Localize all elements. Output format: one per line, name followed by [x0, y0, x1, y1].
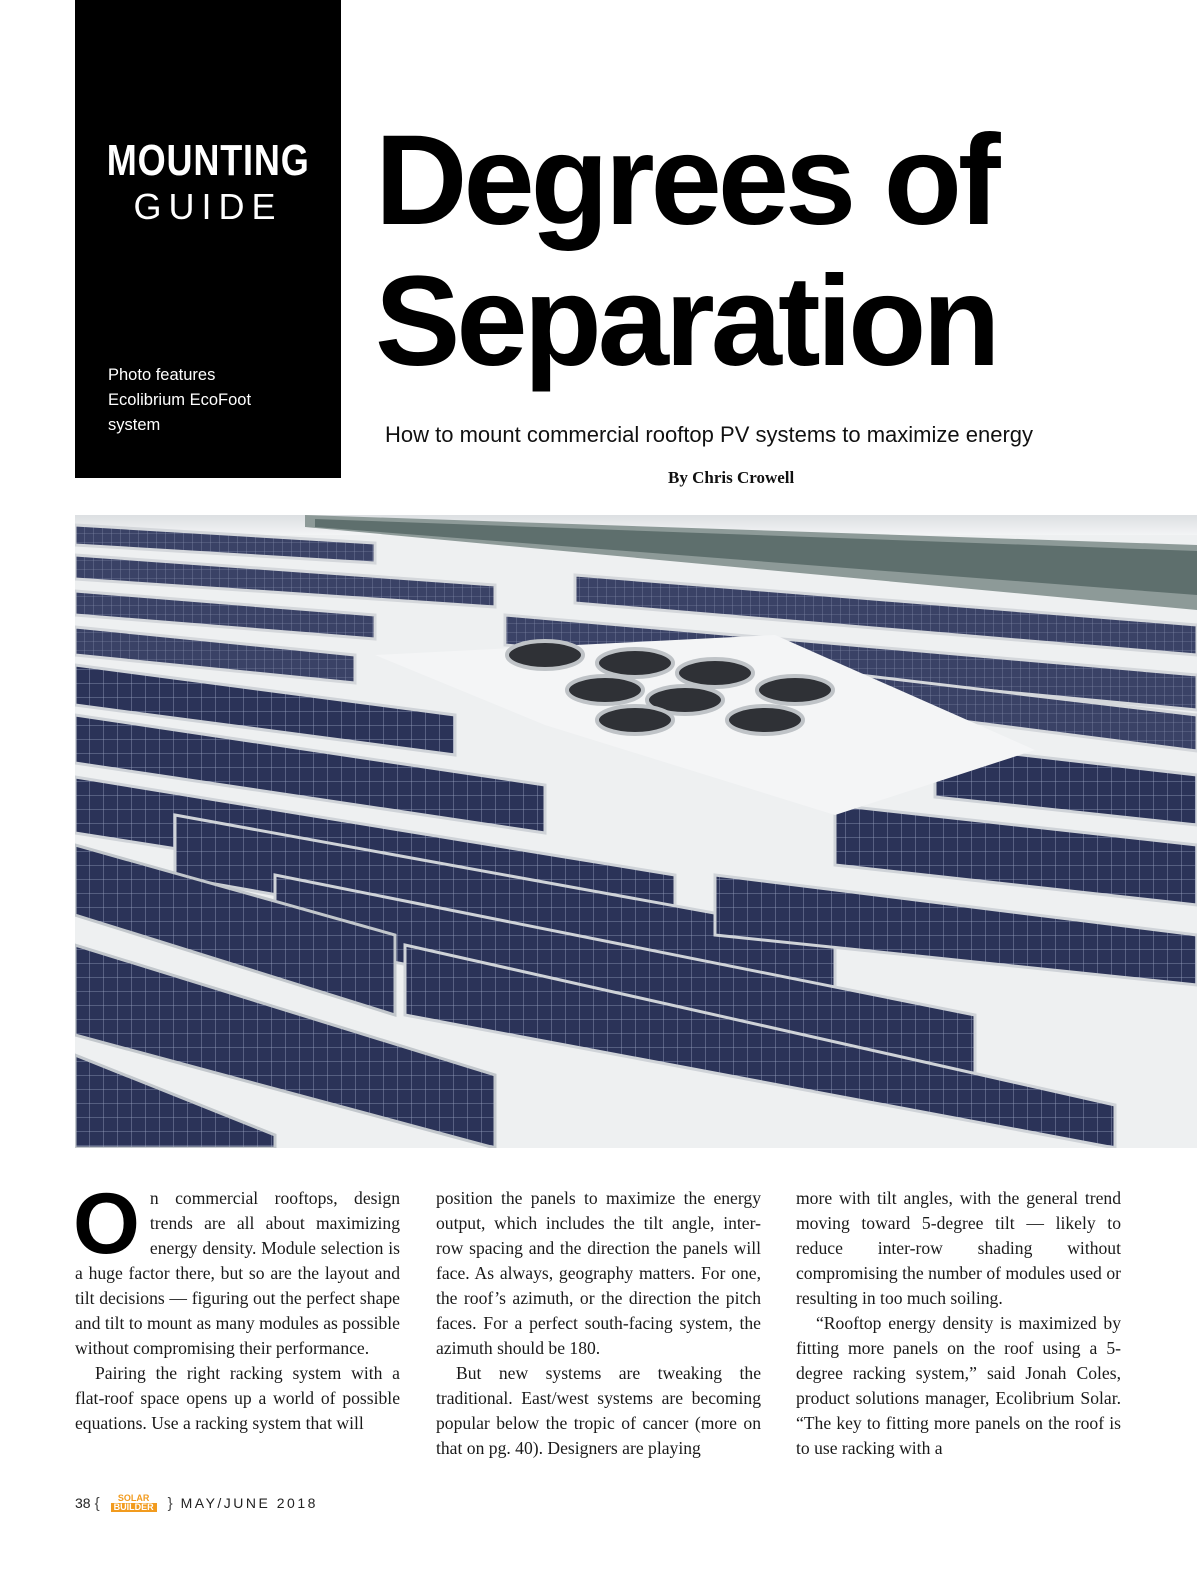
skylight-dome	[677, 659, 753, 687]
magazine-logo	[104, 1493, 164, 1513]
issue-date: MAY/JUNE 2018	[180, 1495, 318, 1511]
article-subtitle: How to mount commercial rooftop PV systems to maximize energy	[385, 422, 1034, 447]
skylight-dome	[727, 706, 803, 734]
section-kicker-sub: GUIDE	[133, 186, 283, 227]
paragraph: “Rooftop energy density is maximized by fitting more panels on the roof using a 5-degree racking system,” said Jonah Coles, product solutions manager, Ecolibrium Solar. “The key to fitting more panels on the roof is to use racking with a	[796, 1313, 1121, 1458]
page-number: 38	[75, 1495, 91, 1511]
hero-photo	[75, 515, 1197, 1148]
logo-word-top: SOLAR	[117, 1493, 150, 1503]
skylight-dome	[597, 649, 673, 677]
skylight-dome	[507, 641, 583, 669]
drop-cap: O	[73, 1176, 140, 1272]
paragraph: n commercial rooftops, design trends are all about maximizing energy density. Module selection is a huge factor there, but so are the layout and tilt decisions — figuring out the perfect shape and tilt to mount as many modules as possible without compromising their performance.	[75, 1188, 400, 1358]
byline: By Chris Crowell	[668, 468, 795, 487]
caption-line: Ecolibrium EcoFoot	[108, 391, 252, 409]
article-column-3	[796, 1186, 1121, 1461]
title-line-2: Separation	[375, 250, 997, 393]
skylight-dome	[597, 706, 673, 734]
title-line-1: Degrees of	[375, 109, 997, 252]
paragraph: more with tilt angles, with the general trend moving toward 5-degree tilt — likely to reduce inter-row shading without compromising the number of modules used or resulting in too much soiling.	[796, 1188, 1121, 1308]
article-column-1	[73, 1176, 400, 1436]
photo-caption	[108, 363, 318, 438]
caption-line: system	[108, 416, 161, 434]
logo-word-bottom: BUILDER	[111, 1503, 157, 1512]
solar-array-illustration	[75, 515, 1197, 1148]
paragraph: But new systems are tweaking the traditional. East/west systems are becoming popular below the tropic of cancer (more on that on pg. 40). Designers are playing	[436, 1363, 761, 1458]
article-column-2	[436, 1186, 761, 1461]
page-footer	[75, 1492, 318, 1514]
skylight-dome	[567, 676, 643, 704]
paragraph: Pairing the right racking system with a flat-roof space opens up a world of possible equations. Use a racking system that will	[75, 1363, 400, 1433]
brace-open: {	[94, 1494, 100, 1512]
caption-line: Photo features	[108, 366, 216, 384]
article-title	[375, 110, 1175, 392]
section-banner	[75, 0, 341, 478]
section-kicker: MOUNTING	[106, 136, 310, 185]
paragraph: position the panels to maximize the energy output, which includes the tilt angle, inter-row spacing and the direction the panels will face. As always, geography matters. For one, the roof’s azimuth, or the direction the pitch faces. For a perfect south-facing system, the azimuth should be 180.	[436, 1188, 761, 1358]
brace-close: }	[167, 1494, 173, 1512]
skylight-dome	[757, 676, 833, 704]
